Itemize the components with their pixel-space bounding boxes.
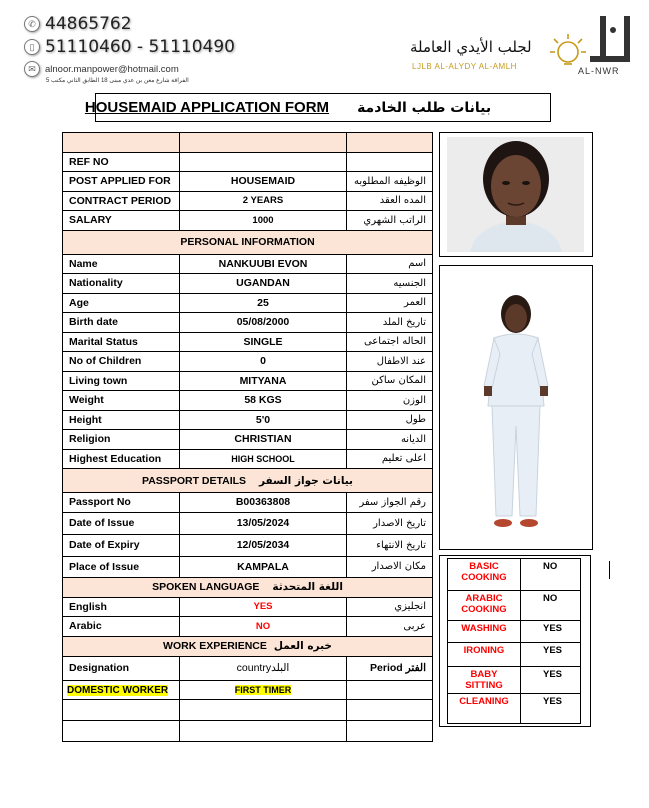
form-title-arabic: بيانات طلب الخادمة: [357, 99, 492, 116]
passport-no-value: B00363808: [180, 493, 347, 513]
skill-row: [448, 559, 581, 591]
language-row: [63, 617, 433, 637]
education-value: HIGH SCHOOL: [180, 449, 347, 469]
skill-row: [448, 667, 581, 694]
education-arabic: اعلى تعليم: [347, 449, 433, 469]
living-town-value: MITYANA: [180, 371, 347, 391]
children-value: 0: [180, 352, 347, 372]
email-contact: [24, 61, 179, 77]
weight-label: Weight: [63, 391, 180, 411]
marital-status-value: SINGLE: [180, 332, 347, 352]
skill-arabic-cooking: ARABIC COOKING: [448, 591, 521, 621]
expiry-date-value: 12/05/2034: [180, 534, 347, 556]
work-designation-cell: [63, 680, 180, 700]
english-label: English: [63, 597, 180, 617]
religion-value: CHRISTIAN: [180, 430, 347, 450]
weight-arabic: الوزن: [347, 391, 433, 411]
personal-row: [63, 352, 433, 372]
work-header-row: [63, 656, 433, 680]
contract-period-label: CONTRACT PERIOD: [63, 191, 180, 211]
name-arabic: اسم: [347, 254, 433, 274]
country-header: countryالبلد: [180, 656, 347, 680]
english-value: YES: [180, 597, 347, 617]
work-heading-arabic: خبره العمل: [273, 640, 332, 652]
birth-date-value: 05/08/2000: [180, 313, 347, 333]
passport-row: [63, 493, 433, 513]
personal-row: [63, 313, 433, 333]
height-value: 5'0: [180, 410, 347, 430]
passport-heading-arabic: بيانات جواز السفر: [258, 474, 353, 487]
arabic-value: NO: [180, 617, 347, 637]
skill-row: [448, 643, 581, 667]
form-title-english: HOUSEMAID APPLICATION FORM: [84, 99, 330, 116]
nationality-arabic: الجنسيه: [347, 274, 433, 294]
skills-table: [447, 558, 581, 724]
passport-no-label: Passport No: [63, 493, 180, 513]
skill-cleaning: CLEANING: [448, 694, 521, 724]
personal-row: [63, 391, 433, 411]
mobile-icon: ▯: [24, 39, 40, 55]
designation-header: Designation: [63, 656, 180, 680]
phone-number: 44865762: [45, 14, 132, 34]
form-top-spacer-row: [63, 133, 433, 153]
nationality-label: Nationality: [63, 274, 180, 294]
personal-row: [63, 332, 433, 352]
personal-info-section: [63, 230, 433, 254]
skill-basic-cooking: BASIC COOKING: [448, 559, 521, 591]
personal-row: [63, 274, 433, 294]
passport-heading: [63, 469, 433, 493]
skill-ironing-value: YES: [521, 643, 581, 667]
phone-contact: [24, 14, 132, 34]
skill-baby-sitting-value: YES: [521, 667, 581, 694]
full-body-photo: [439, 265, 593, 550]
passport-row: [63, 512, 433, 534]
language-heading-arabic: اللغة المتحدثة: [272, 581, 343, 593]
age-label: Age: [63, 293, 180, 313]
personal-row: [63, 254, 433, 274]
work-section: [63, 636, 433, 656]
age-value: 25: [180, 293, 347, 313]
expiry-date-label: Date of Expiry: [63, 534, 180, 556]
post-applied-row: [63, 172, 433, 192]
ref-no-label: REF NO: [63, 152, 180, 172]
issue-date-arabic: تاريخ الاصدار: [347, 512, 433, 534]
salary-arabic: الراتب الشهري: [347, 211, 433, 231]
period-header: Period الفتر: [347, 656, 433, 680]
company-logo-subtitle: AL-NWR: [578, 66, 620, 76]
salary-row: [63, 211, 433, 231]
work-designation-value: DOMESTIC WORKER: [67, 684, 169, 696]
height-label: Height: [63, 410, 180, 430]
company-name-arabic: لجلب الأيدي العاملة: [410, 38, 532, 56]
work-country-cell: [180, 680, 347, 700]
birth-date-label: Birth date: [63, 313, 180, 333]
language-heading: [63, 577, 433, 597]
ref-no-value: [180, 152, 347, 172]
skill-basic-cooking-value: NO: [521, 559, 581, 591]
skill-row: [448, 591, 581, 621]
work-row: [63, 680, 433, 700]
birth-date-arabic: تاريخ الملد: [347, 313, 433, 333]
passport-section: [63, 469, 433, 493]
mobile-contact: [24, 37, 235, 57]
contract-period-value: 2 YEARS: [180, 191, 347, 211]
arabic-label: Arabic: [63, 617, 180, 637]
email-icon: ✉: [24, 61, 40, 77]
nationality-value: UGANDAN: [180, 274, 347, 294]
salary-value: 1000: [180, 211, 347, 231]
marital-status-arabic: الحاله اجتماعى: [347, 332, 433, 352]
issue-place-value: KAMPALA: [180, 556, 347, 577]
personal-row: [63, 410, 433, 430]
contract-period-arabic: المده العقد: [347, 191, 433, 211]
skill-washing-value: YES: [521, 621, 581, 643]
application-form-table: [62, 132, 433, 742]
post-applied-label: POST APPLIED FOR: [63, 172, 180, 192]
work-period-cell: [347, 680, 433, 700]
full-body-image-icon: [440, 266, 592, 549]
work-country-value: FIRST TIMER: [234, 684, 292, 695]
arabic-arabic: عربى: [347, 617, 433, 637]
salary-label: SALARY: [63, 211, 180, 231]
children-arabic: عند الاطفال: [347, 352, 433, 372]
language-heading-english: SPOKEN LANGUAGE: [152, 581, 260, 593]
passport-no-arabic: رقم الجواز سفر: [347, 493, 433, 513]
marital-status-label: Marital Status: [63, 332, 180, 352]
religion-arabic: الديانه: [347, 430, 433, 450]
post-applied-arabic: الوظيفه المطلوبه: [347, 172, 433, 192]
personal-row: [63, 449, 433, 469]
personal-row: [63, 371, 433, 391]
contract-period-row: [63, 191, 433, 211]
personal-row: [63, 430, 433, 450]
skill-baby-sitting: BABY SITTING: [448, 667, 521, 694]
height-arabic: طول: [347, 410, 433, 430]
age-arabic: العمر: [347, 293, 433, 313]
language-section: [63, 577, 433, 597]
company-name-english: LJLB AL-ALYDY AL-AMLH: [412, 62, 517, 71]
ref-no-arabic: [347, 152, 433, 172]
phone-icon: ✆: [24, 16, 40, 32]
work-empty-row: [63, 721, 433, 742]
skill-washing: WASHING: [448, 621, 521, 643]
religion-label: Religion: [63, 430, 180, 450]
living-town-label: Living town: [63, 371, 180, 391]
skill-cleaning-value: YES: [521, 694, 581, 724]
issue-date-value: 13/05/2024: [180, 512, 347, 534]
skill-arabic-cooking-value: NO: [521, 591, 581, 621]
ref-no-row: [63, 152, 433, 172]
mobile-numbers: 51110460 - 51110490: [45, 37, 235, 57]
passport-row: [63, 534, 433, 556]
work-heading: [63, 636, 433, 656]
passport-heading-english: PASSPORT DETAILS: [142, 474, 247, 487]
headshot-image-icon: [440, 133, 592, 256]
skill-row: [448, 694, 581, 724]
skill-row: [448, 621, 581, 643]
expiry-date-arabic: تاريخ الانتهاء: [347, 534, 433, 556]
name-value: NANKUUBI EVON: [180, 254, 347, 274]
work-heading-english: WORK EXPERIENCE: [163, 640, 267, 652]
passport-row: [63, 556, 433, 577]
english-arabic: انجليزي: [347, 597, 433, 617]
email-address: alnoor.manpower@hotmail.com: [45, 63, 179, 75]
weight-value: 58 KGS: [180, 391, 347, 411]
office-address: الفراقة شارع معن بن عدي مبنى 18 الطابق الثاني مكتب 5: [46, 78, 189, 84]
skill-ironing: IRONING: [448, 643, 521, 667]
issue-place-arabic: مكان الاصدار: [347, 556, 433, 577]
language-row: [63, 597, 433, 617]
issue-place-label: Place of Issue: [63, 556, 180, 577]
personal-row: [63, 293, 433, 313]
form-title-box: [84, 93, 551, 122]
living-town-arabic: المكان ساكن: [347, 371, 433, 391]
personal-info-heading: PERSONAL INFORMATION: [63, 230, 433, 254]
name-label: Name: [63, 254, 180, 274]
education-label: Highest Education: [63, 449, 180, 469]
work-empty-row: [63, 700, 433, 721]
post-applied-value: HOUSEMAID: [180, 172, 347, 192]
text-cursor: [609, 561, 610, 579]
issue-date-label: Date of Issue: [63, 512, 180, 534]
headshot-photo: [439, 132, 593, 257]
children-label: No of Children: [63, 352, 180, 372]
